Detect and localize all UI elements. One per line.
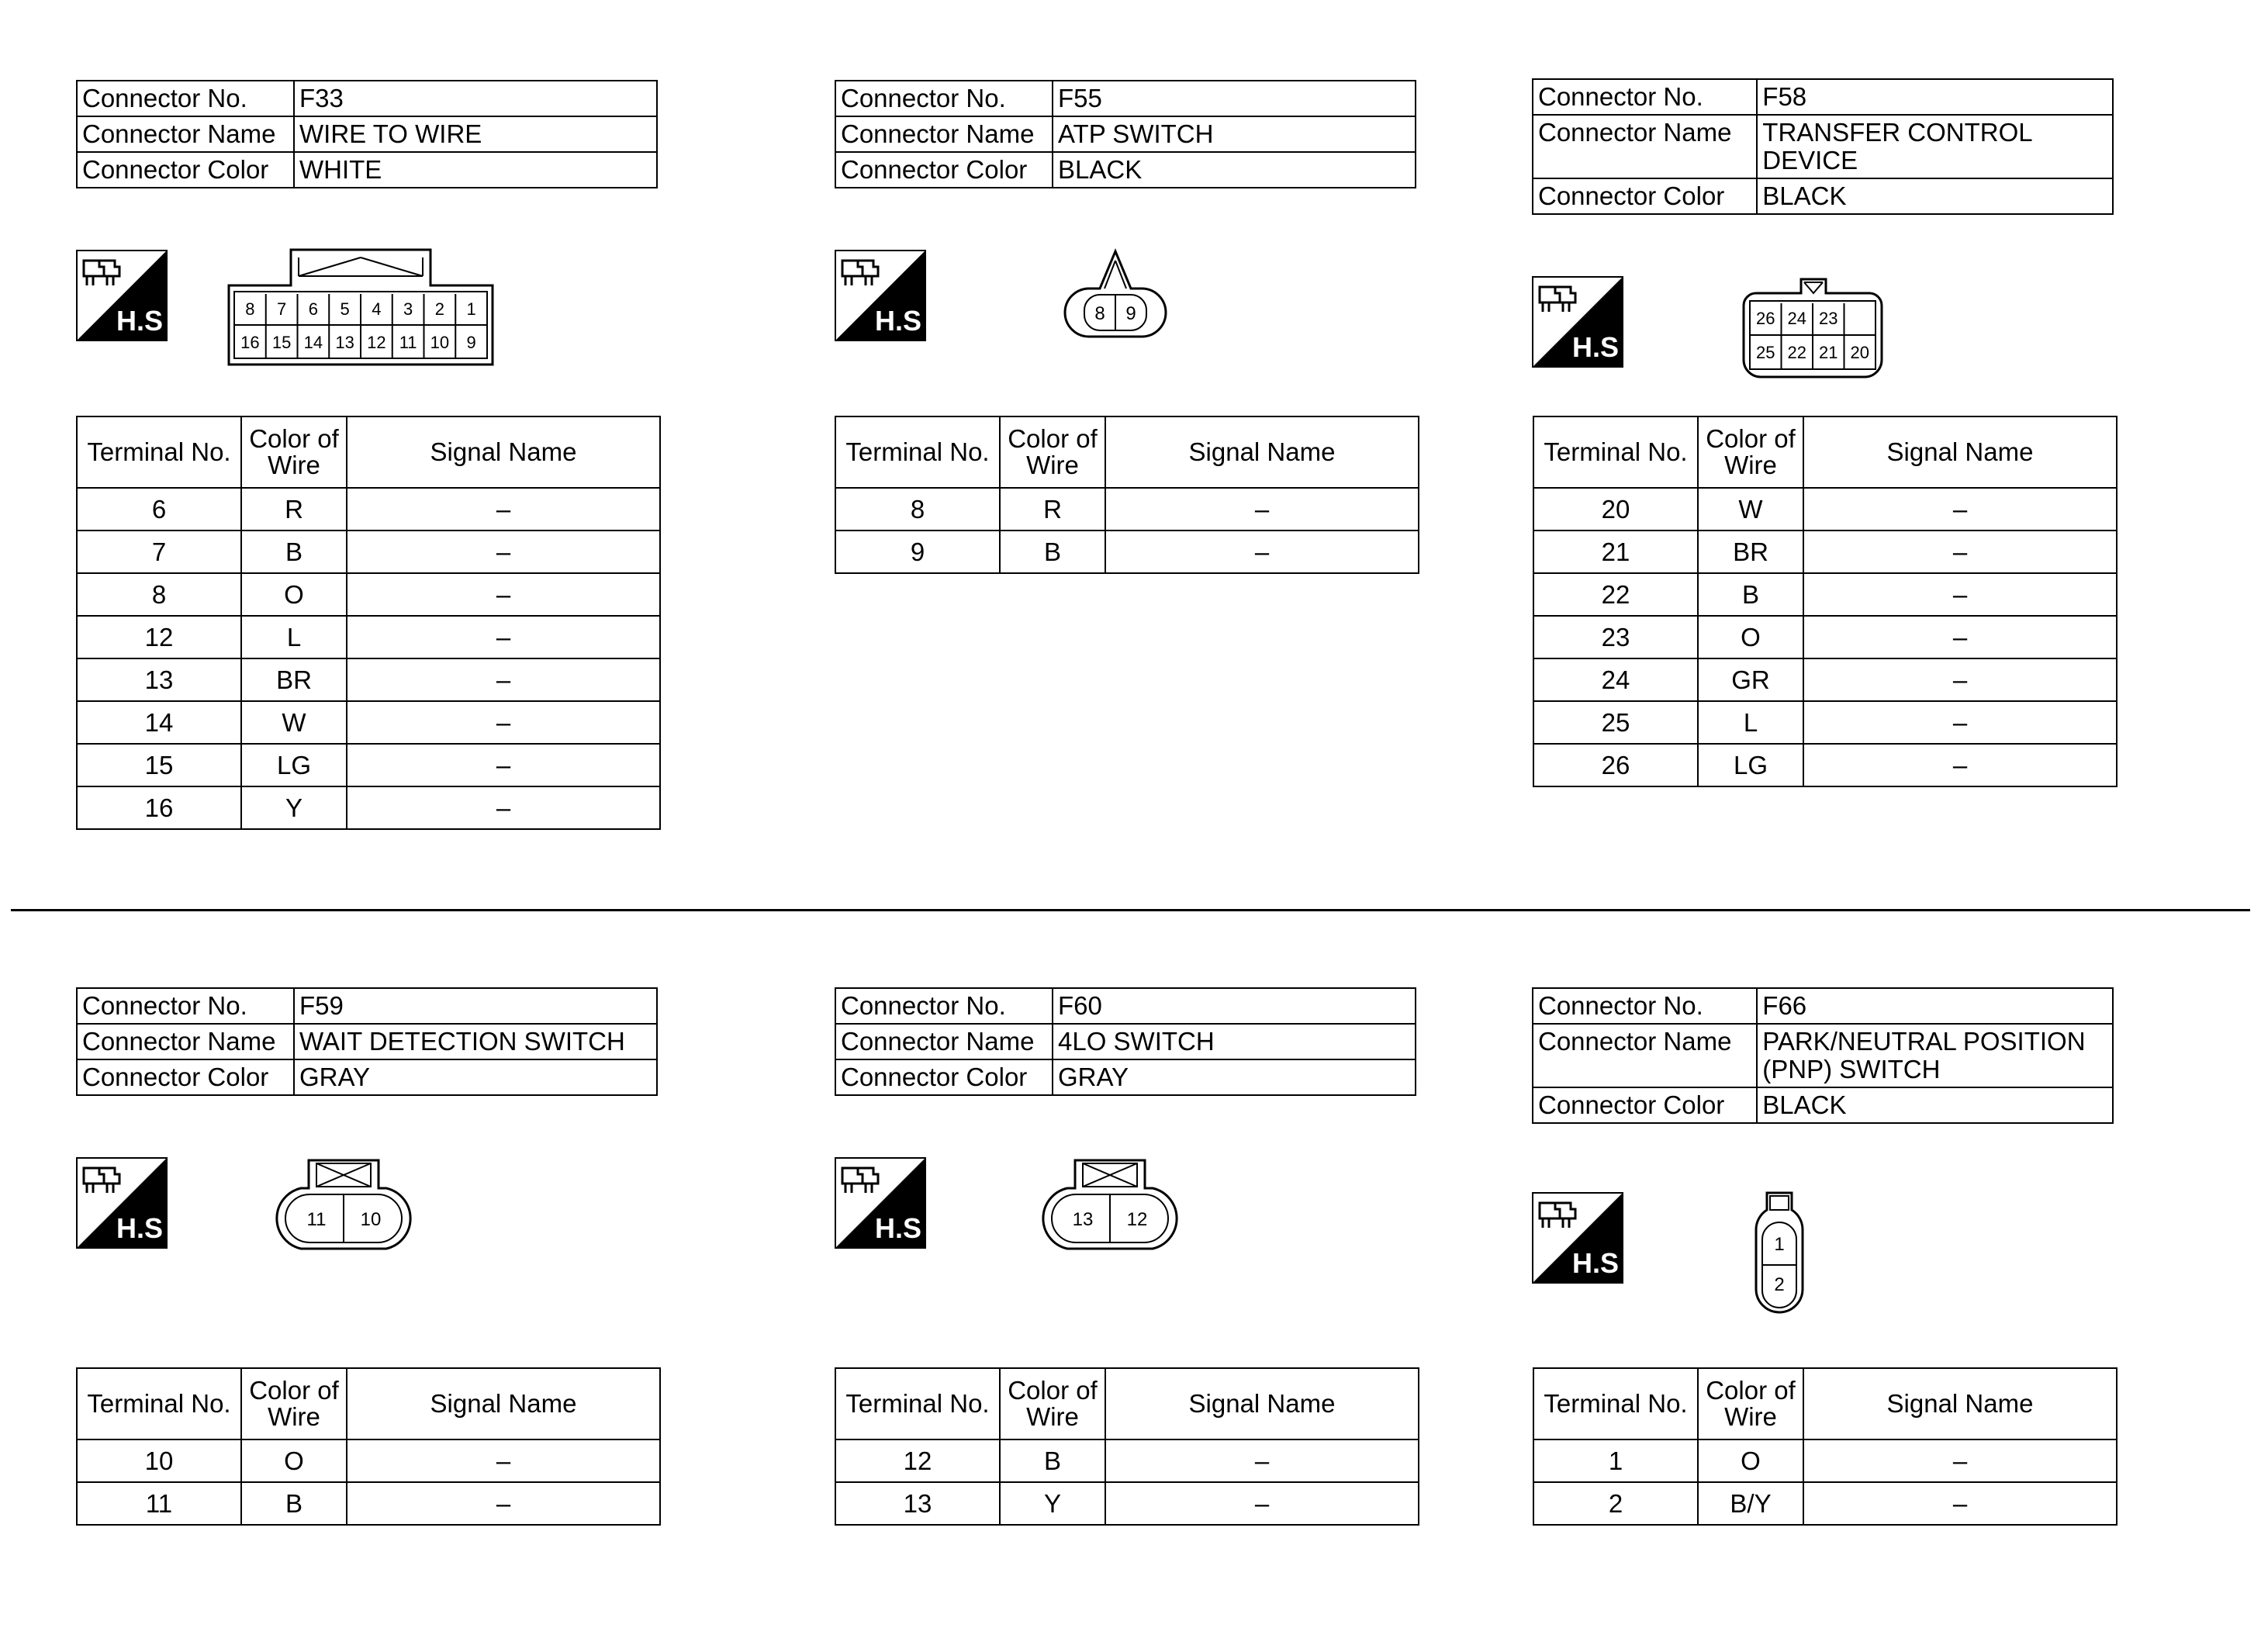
- connector-color-value: WHITE: [294, 152, 657, 188]
- terminal-table-f55: [835, 416, 1419, 574]
- pin-label: 8: [245, 299, 255, 319]
- pin-label: 4: [372, 299, 382, 319]
- signal-name-cell: –: [347, 658, 660, 701]
- signal-name-cell: –: [1803, 658, 2117, 701]
- signal-name-cell: –: [347, 1439, 660, 1482]
- connector-color-value: BLACK: [1757, 1087, 2113, 1123]
- pin-label: 1: [1774, 1234, 1785, 1255]
- terminal-no-cell: 23: [1533, 616, 1698, 658]
- harness-side-icon: [1532, 276, 1623, 368]
- table-row: [1533, 744, 2117, 786]
- connector-info-table: [835, 80, 1416, 188]
- connector-color-value: GRAY: [1053, 1059, 1416, 1095]
- table-row: [835, 1482, 1419, 1525]
- connector-name-label: Connector Name: [1533, 115, 1757, 178]
- signal-name-cell: –: [1803, 701, 2117, 744]
- terminal-table-f33: [76, 416, 661, 830]
- harness-side-icon: [76, 250, 168, 341]
- signal-name-cell: –: [1105, 1439, 1419, 1482]
- connector-name-value: WAIT DETECTION SWITCH: [294, 1024, 657, 1059]
- signal-name-cell: –: [1803, 744, 2117, 786]
- terminal-table-f59: [76, 1367, 661, 1526]
- terminal-table-f60: [835, 1367, 1419, 1526]
- table-row: [1533, 616, 2117, 658]
- pin-label: 13: [335, 333, 354, 352]
- table-row: [77, 701, 660, 744]
- pin-label: 24: [1787, 309, 1806, 328]
- wire-color-cell: W: [241, 701, 347, 744]
- connector-panel-f59: [76, 987, 681, 1096]
- terminal-no-cell: 24: [1533, 658, 1698, 701]
- terminal-no-header: Terminal No.: [1533, 1368, 1698, 1439]
- wire-color-cell: B: [1000, 531, 1105, 573]
- connector-no-label: Connector No.: [1533, 988, 1757, 1024]
- table-row: [77, 1439, 660, 1482]
- terminal-no-cell: 12: [77, 616, 241, 658]
- pin-label: 25: [1756, 343, 1775, 362]
- terminal-no-cell: 25: [1533, 701, 1698, 744]
- connector-name-label: Connector Name: [835, 116, 1053, 152]
- wire-color-cell: O: [1698, 616, 1803, 658]
- pin-label: 12: [367, 333, 386, 352]
- connector-name-label: Connector Name: [77, 1024, 294, 1059]
- terminal-no-header: Terminal No.: [77, 416, 241, 488]
- wire-color-cell: O: [241, 1439, 347, 1482]
- terminal-no-cell: 13: [77, 658, 241, 701]
- wire-color-cell: BR: [1698, 531, 1803, 573]
- wire-color-cell: O: [1698, 1439, 1803, 1482]
- pin-label: 3: [403, 299, 413, 319]
- connector-name-label: Connector Name: [1533, 1024, 1757, 1087]
- signal-name-cell: –: [347, 701, 660, 744]
- terminal-table-f66: [1533, 1367, 2118, 1526]
- connector-panel-f55: [835, 80, 1440, 188]
- pin-label: 21: [1819, 343, 1838, 362]
- signal-name-cell: –: [1105, 488, 1419, 531]
- pin-label: 5: [340, 299, 350, 319]
- connector-face-f58: [1739, 276, 1886, 380]
- terminal-no-cell: 7: [77, 531, 241, 573]
- table-row: [77, 786, 660, 829]
- harness-side-icon: [835, 1157, 926, 1249]
- signal-name-cell: –: [347, 786, 660, 829]
- wire-color-cell: W: [1698, 488, 1803, 531]
- connector-no-label: Connector No.: [835, 988, 1053, 1024]
- color-of-wire-header: Color of Wire: [241, 416, 347, 488]
- connector-face-f66: [1748, 1190, 1810, 1317]
- color-of-wire-header: Color of Wire: [1698, 1368, 1803, 1439]
- wire-color-cell: B: [1698, 573, 1803, 616]
- connector-name-value: TRANSFER CONTROL DEVICE: [1757, 115, 2113, 178]
- pin-label: 10: [430, 333, 450, 352]
- section-divider: [11, 909, 2250, 911]
- signal-name-header: Signal Name: [1105, 1368, 1419, 1439]
- wire-color-cell: Y: [241, 786, 347, 829]
- connector-info-table: [1532, 987, 2114, 1124]
- connector-color-label: Connector Color: [835, 1059, 1053, 1095]
- terminal-no-cell: 26: [1533, 744, 1698, 786]
- pin-label: 2: [434, 299, 444, 319]
- terminal-no-cell: 10: [77, 1439, 241, 1482]
- pin-label: 26: [1756, 309, 1775, 328]
- harness-side-icon: [835, 250, 926, 341]
- connector-no-value: F60: [1053, 988, 1416, 1024]
- harness-side-icon: [1532, 1192, 1623, 1284]
- signal-name-header: Signal Name: [1105, 416, 1419, 488]
- connector-name-label: Connector Name: [77, 116, 294, 152]
- connector-name-value: ATP SWITCH: [1053, 116, 1416, 152]
- table-row: [1533, 573, 2117, 616]
- wire-color-cell: B/Y: [1698, 1482, 1803, 1525]
- connector-face-f60: [1038, 1157, 1182, 1252]
- signal-name-cell: –: [1803, 531, 2117, 573]
- pin-label: 11: [399, 333, 417, 352]
- signal-name-cell: –: [1803, 616, 2117, 658]
- terminal-no-cell: 11: [77, 1482, 241, 1525]
- pin-label: 9: [466, 333, 476, 352]
- pin-label: 23: [1819, 309, 1838, 328]
- color-of-wire-header: Color of Wire: [1000, 416, 1105, 488]
- connector-name-label: Connector Name: [835, 1024, 1053, 1059]
- table-row: [77, 1482, 660, 1525]
- pin-label: 15: [271, 333, 292, 352]
- terminal-no-header: Terminal No.: [1533, 416, 1698, 488]
- signal-name-header: Signal Name: [347, 416, 660, 488]
- connector-info-table: [76, 987, 658, 1096]
- connector-name-value: WIRE TO WIRE: [294, 116, 657, 152]
- connector-name-value: 4LO SWITCH: [1053, 1024, 1416, 1059]
- connector-no-label: Connector No.: [835, 81, 1053, 116]
- wire-color-cell: BR: [241, 658, 347, 701]
- pin-label: 20: [1850, 343, 1869, 362]
- signal-name-cell: –: [347, 744, 660, 786]
- terminal-no-cell: 20: [1533, 488, 1698, 531]
- wire-color-cell: B: [241, 1482, 347, 1525]
- terminal-no-cell: 2: [1533, 1482, 1698, 1525]
- terminal-no-cell: 15: [77, 744, 241, 786]
- connector-face-f59: [271, 1157, 416, 1252]
- connector-no-value: F59: [294, 988, 657, 1024]
- wire-color-cell: GR: [1698, 658, 1803, 701]
- connector-info-table: [76, 80, 658, 188]
- pin-label: 10: [360, 1209, 382, 1230]
- terminal-no-cell: 14: [77, 701, 241, 744]
- table-row: [835, 531, 1419, 573]
- pin-label: 9: [1125, 303, 1136, 324]
- connector-color-label: Connector Color: [77, 1059, 294, 1095]
- signal-name-cell: –: [347, 531, 660, 573]
- signal-name-cell: –: [347, 1482, 660, 1525]
- table-row: [835, 1439, 1419, 1482]
- connector-color-value: BLACK: [1053, 152, 1416, 188]
- signal-name-cell: –: [1803, 1439, 2117, 1482]
- table-row: [835, 488, 1419, 531]
- terminal-no-cell: 21: [1533, 531, 1698, 573]
- terminal-no-cell: 16: [77, 786, 241, 829]
- terminal-table-f58: [1533, 416, 2118, 787]
- pin-label: 2: [1774, 1274, 1785, 1295]
- pin-label: 12: [1126, 1209, 1148, 1230]
- table-row: [1533, 1439, 2117, 1482]
- pin-label: 7: [277, 299, 287, 319]
- connector-no-value: F58: [1757, 79, 2113, 115]
- table-row: [77, 744, 660, 786]
- wire-color-cell: R: [241, 488, 347, 531]
- connector-color-label: Connector Color: [1533, 178, 1757, 214]
- signal-name-cell: –: [1803, 1482, 2117, 1525]
- connector-no-label: Connector No.: [1533, 79, 1757, 115]
- pin-label: 1: [466, 299, 476, 319]
- table-row: [77, 658, 660, 701]
- terminal-no-cell: 13: [835, 1482, 1000, 1525]
- harness-side-icon: [76, 1157, 168, 1249]
- table-row: [1533, 488, 2117, 531]
- connector-color-value: BLACK: [1757, 178, 2113, 214]
- signal-name-cell: –: [1803, 573, 2117, 616]
- table-row: [77, 488, 660, 531]
- wire-color-cell: B: [1000, 1439, 1105, 1482]
- table-row: [1533, 1482, 2117, 1525]
- pin-label: 6: [308, 299, 318, 319]
- wire-color-cell: L: [1698, 701, 1803, 744]
- color-of-wire-header: Color of Wire: [1698, 416, 1803, 488]
- wire-color-cell: L: [241, 616, 347, 658]
- connector-color-label: Connector Color: [1533, 1087, 1757, 1123]
- connector-face-f33: [225, 248, 496, 366]
- connector-info-table: [1532, 78, 2114, 215]
- wire-color-cell: LG: [241, 744, 347, 786]
- color-of-wire-header: Color of Wire: [1000, 1368, 1105, 1439]
- terminal-no-header: Terminal No.: [77, 1368, 241, 1439]
- connector-color-value: GRAY: [294, 1059, 657, 1095]
- connector-panel-f60: [835, 987, 1440, 1096]
- pin-label: 14: [303, 333, 323, 352]
- connector-name-value: PARK/NEUTRAL POSITION (PNP) SWITCH: [1757, 1024, 2113, 1087]
- connector-face-f55: [1063, 248, 1168, 343]
- terminal-no-cell: 22: [1533, 573, 1698, 616]
- connector-info-table: [835, 987, 1416, 1096]
- color-of-wire-header: Color of Wire: [241, 1368, 347, 1439]
- wire-color-cell: LG: [1698, 744, 1803, 786]
- signal-name-cell: –: [347, 616, 660, 658]
- connector-no-label: Connector No.: [77, 81, 294, 116]
- table-row: [1533, 658, 2117, 701]
- terminal-no-cell: 9: [835, 531, 1000, 573]
- connector-no-value: F55: [1053, 81, 1416, 116]
- pin-label: 22: [1787, 343, 1806, 362]
- wire-color-cell: Y: [1000, 1482, 1105, 1525]
- table-row: [77, 573, 660, 616]
- pin-label: 8: [1094, 303, 1105, 324]
- connector-no-label: Connector No.: [77, 988, 294, 1024]
- table-row: [77, 531, 660, 573]
- connector-color-label: Connector Color: [77, 152, 294, 188]
- signal-name-header: Signal Name: [347, 1368, 660, 1439]
- pin-label: 13: [1072, 1209, 1094, 1230]
- signal-name-cell: –: [1105, 1482, 1419, 1525]
- table-row: [1533, 701, 2117, 744]
- signal-name-cell: –: [1105, 531, 1419, 573]
- terminal-no-header: Terminal No.: [835, 1368, 1000, 1439]
- wire-color-cell: O: [241, 573, 347, 616]
- table-row: [1533, 531, 2117, 573]
- terminal-no-cell: 8: [77, 573, 241, 616]
- signal-name-cell: –: [1803, 488, 2117, 531]
- pin-label: 16: [240, 333, 260, 352]
- pin-label: 11: [306, 1209, 327, 1230]
- wire-color-cell: B: [241, 531, 347, 573]
- signal-name-header: Signal Name: [1803, 1368, 2117, 1439]
- connector-color-label: Connector Color: [835, 152, 1053, 188]
- connector-panel-f66: [1532, 987, 2137, 1124]
- terminal-no-cell: 12: [835, 1439, 1000, 1482]
- terminal-no-cell: 1: [1533, 1439, 1698, 1482]
- connector-no-value: F66: [1757, 988, 2113, 1024]
- connector-no-value: F33: [294, 81, 657, 116]
- signal-name-cell: –: [347, 573, 660, 616]
- wire-color-cell: R: [1000, 488, 1105, 531]
- table-row: [77, 616, 660, 658]
- terminal-no-cell: 6: [77, 488, 241, 531]
- connector-panel-f58: [1532, 78, 2137, 215]
- terminal-no-cell: 8: [835, 488, 1000, 531]
- terminal-no-header: Terminal No.: [835, 416, 1000, 488]
- signal-name-header: Signal Name: [1803, 416, 2117, 488]
- signal-name-cell: –: [347, 488, 660, 531]
- connector-panel-f33: [76, 80, 681, 188]
